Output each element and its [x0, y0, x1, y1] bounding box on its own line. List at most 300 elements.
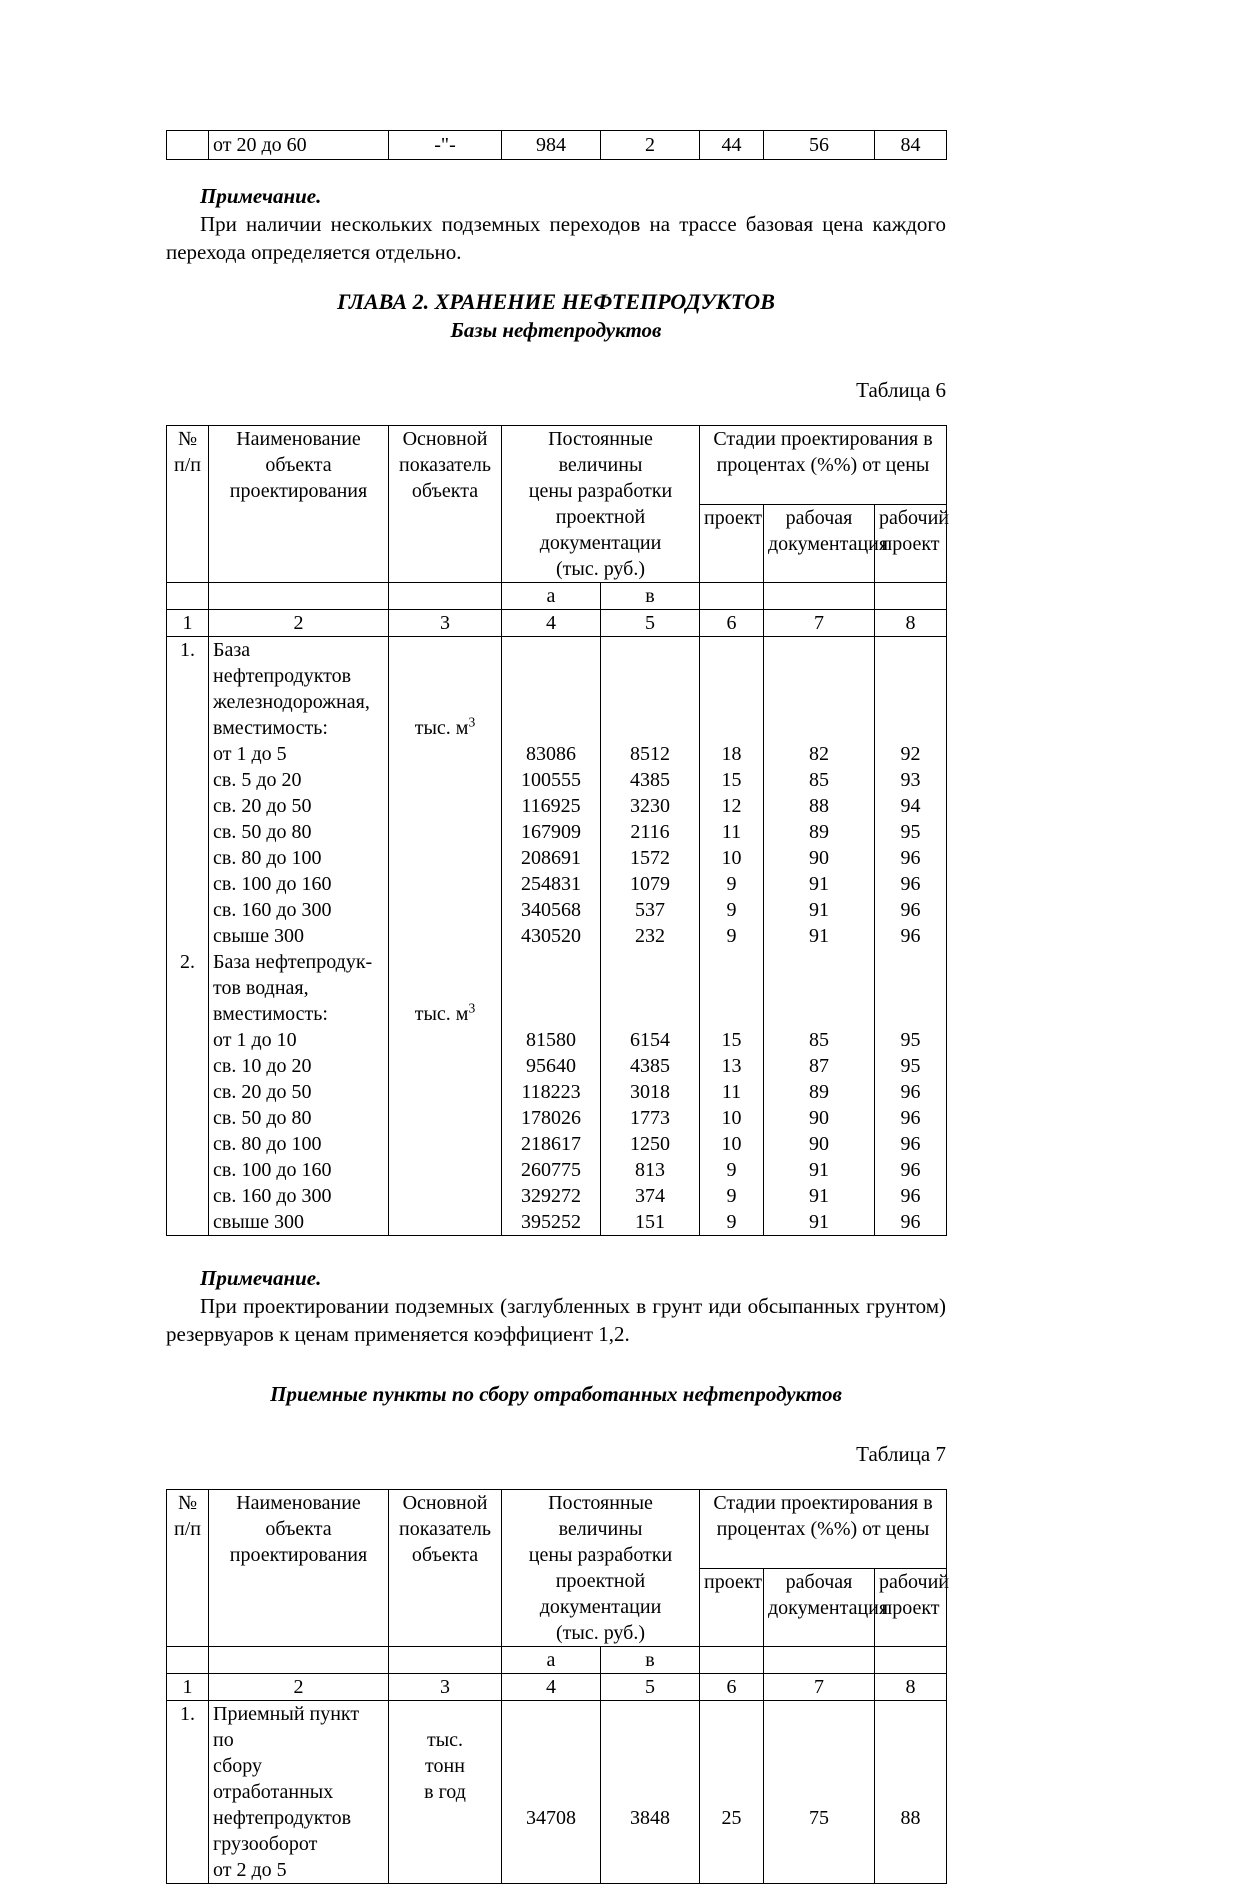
- th-blank-no: [167, 583, 209, 610]
- th7-group-stages: [700, 1490, 947, 1569]
- stage-working-project: 96: [900, 1211, 921, 1234]
- spacer-line: [171, 741, 204, 767]
- th-main-indicator-line3: объекта: [411, 480, 479, 503]
- spacer-line: [393, 1183, 497, 1209]
- price-v: 374: [635, 1185, 665, 1208]
- th-stage-working-project-line1: рабочий: [879, 506, 949, 529]
- stage-project: 10: [721, 1107, 742, 1130]
- table-7: [166, 1489, 947, 1884]
- stage-working-project: 92: [900, 743, 921, 766]
- spacer-line: [393, 949, 497, 975]
- spacer-line: [605, 1727, 695, 1753]
- colnum-4: 4: [502, 610, 601, 637]
- stage-working-doc: 91: [809, 1211, 829, 1234]
- price-a: 100555: [521, 769, 581, 792]
- group-title-line-2: сбору отработанных: [213, 1755, 334, 1804]
- chapter-subtitle: Базы нефтепродуктов: [450, 318, 662, 343]
- unit-label: тыс. $м^3$: [414, 1000, 476, 1026]
- frag-cell-indicator: -"-: [389, 131, 502, 160]
- stage-working-project: 96: [900, 847, 921, 870]
- th-stage-working-project: [875, 504, 947, 583]
- stage-working-project: 96: [900, 899, 921, 922]
- spacer-line: [879, 1001, 942, 1027]
- th-blank-working-project: [875, 583, 947, 610]
- stage-working-doc: 85: [809, 769, 829, 792]
- stage-project: 10: [721, 847, 742, 870]
- spacer-line: [704, 1001, 759, 1027]
- price-v: 1079: [630, 873, 670, 896]
- unit-label: тыс. $м^3$: [414, 714, 476, 740]
- price-v: 3848: [630, 1807, 670, 1830]
- colnum-8: 8: [875, 610, 947, 637]
- price-v: 537: [635, 899, 665, 922]
- spacer-line: [393, 793, 497, 819]
- th7-main-indicator-line3: объекта: [411, 1544, 479, 1567]
- page-content: [166, 0, 949, 1884]
- th-group-prices-line5: (тыс. руб.): [555, 558, 646, 581]
- th7-stage-project: [700, 1568, 764, 1647]
- section-title-2: Приемные пункты по сбору отработанных нефтепродуктов: [270, 1381, 842, 1406]
- stage-working-doc: 91: [809, 925, 829, 948]
- note-1-label: Примечание.: [200, 184, 322, 208]
- spacer-line: [506, 975, 596, 1001]
- th7-group-prices-line2: цены разработки: [528, 1544, 673, 1567]
- stage-working-doc-stack: [768, 1701, 870, 1831]
- th-group-prices-line3: проектной: [555, 506, 646, 529]
- price-a: 95640: [526, 1055, 576, 1078]
- stage-working-doc: 85: [809, 1029, 829, 1052]
- unit-exponent: 3: [468, 714, 476, 730]
- colnum-6: 6: [700, 610, 764, 637]
- price-a: 83086: [526, 743, 576, 766]
- chapter-title: ГЛАВА 2. ХРАНЕНИЕ НЕФТЕПРОДУКТОВ: [337, 289, 775, 315]
- th-blank-indicator: [389, 583, 502, 610]
- spacer-line: [605, 1753, 695, 1779]
- spacer-line: [506, 1753, 596, 1779]
- spacer-line: [605, 975, 695, 1001]
- stage-working-project-stack: [879, 637, 942, 1235]
- stage-working-doc-stack: [768, 637, 870, 1235]
- group-title-line-2: тов водная,: [213, 977, 309, 1000]
- row-name: св. 160 до 300: [213, 899, 332, 922]
- colnum7-2: 2: [209, 1674, 389, 1701]
- unit-line-2: тонн: [425, 1755, 465, 1778]
- td-price-v: [601, 637, 700, 1236]
- stage-project: 9: [726, 899, 737, 922]
- th7-group-prices-line3: проектной: [555, 1570, 646, 1593]
- td-price-a: [502, 637, 601, 1236]
- price-v: 1250: [630, 1133, 670, 1156]
- stage-project: 9: [726, 873, 737, 896]
- price-a: 395252: [521, 1211, 581, 1234]
- spacer-line: [879, 1753, 942, 1779]
- gap: [166, 403, 946, 425]
- stage-working-doc: 91: [809, 1159, 829, 1182]
- th7-group-prices-line5: (тыс. руб.): [555, 1622, 646, 1645]
- stage-working-project: 96: [900, 1107, 921, 1130]
- spacer-line: [879, 1727, 942, 1753]
- spacer-line: [768, 1701, 870, 1727]
- table6-body-row: [167, 637, 947, 1236]
- row-name: св. 50 до 80: [213, 821, 312, 844]
- spacer-line: [879, 975, 942, 1001]
- th7-stage-working-doc-line1: рабочая: [785, 1570, 853, 1593]
- spacer-line: [393, 663, 497, 689]
- th7-blank-indicator: [389, 1647, 502, 1674]
- spacer-line: [171, 689, 204, 715]
- gap: [166, 1467, 946, 1489]
- object-name-stack: [213, 637, 384, 1235]
- stage-working-doc: 88: [809, 795, 829, 818]
- th-stage-working-doc-line2: документация: [768, 532, 889, 555]
- th-main-indicator: [389, 426, 502, 583]
- unit-line-3: в год: [424, 1781, 466, 1804]
- spacer-line: [393, 637, 497, 663]
- th-sub-a: а: [502, 583, 601, 610]
- stage-working-doc: 87: [809, 1055, 829, 1078]
- price-v: 1773: [630, 1107, 670, 1130]
- stage-project-stack: [704, 637, 759, 1235]
- th-object-name-line1: Наименование: [236, 428, 361, 451]
- price-a: 167909: [521, 821, 581, 844]
- colnum7-5: 5: [601, 1674, 700, 1701]
- object-name-stack: [213, 1701, 384, 1883]
- stage-project: 9: [726, 1211, 737, 1234]
- spacer-line: [393, 689, 497, 715]
- th7-blank-no: [167, 1647, 209, 1674]
- spacer-line: [879, 715, 942, 741]
- spacer-line: [171, 845, 204, 871]
- group-title-line-4: грузооборот: [213, 1833, 318, 1856]
- td-group-numbers: [167, 637, 209, 1236]
- spacer-line: [171, 1727, 204, 1753]
- stage-working-project: 95: [900, 1029, 921, 1052]
- spacer-line: [171, 1209, 204, 1235]
- gap: [166, 266, 946, 288]
- unit-stack: [393, 637, 497, 1235]
- group-title-line-4: вместимость:: [213, 717, 328, 740]
- th-stage-working-doc: [764, 504, 889, 583]
- price-a: 218617: [521, 1133, 581, 1156]
- th7-group-prices: [502, 1490, 700, 1647]
- spacer-line: [171, 793, 204, 819]
- spacer-line: [171, 1053, 204, 1079]
- price-v: 4385: [630, 769, 670, 792]
- spacer-line: [879, 1701, 942, 1727]
- table7-header-row-3: [167, 1647, 947, 1674]
- spacer-line: [768, 637, 870, 663]
- spacer-line: [605, 1701, 695, 1727]
- stage-working-project: 96: [900, 1133, 921, 1156]
- th7-main-indicator-line2: показатель: [399, 1518, 491, 1541]
- spacer-line: [704, 949, 759, 975]
- stage-working-doc: 82: [809, 743, 829, 766]
- spacer-line: [704, 1727, 759, 1753]
- stage-project: 12: [721, 795, 742, 818]
- spacer-line: [171, 1779, 204, 1805]
- spacer-line: [506, 949, 596, 975]
- price-a: 340568: [521, 899, 581, 922]
- stage-working-project: 96: [900, 925, 921, 948]
- group-number-stack: [171, 637, 204, 1235]
- th-stage-project-label: проект: [704, 506, 763, 529]
- th7-sub-a: а: [502, 1647, 601, 1674]
- frag-cell-a: 984: [502, 131, 601, 160]
- th7-blank-working-project: [875, 1647, 947, 1674]
- table-6: [166, 425, 947, 1236]
- row-name: от 1 до 10: [213, 1029, 297, 1052]
- row-name: св. 50 до 80: [213, 1107, 312, 1130]
- spacer-line: [879, 949, 942, 975]
- gap: [166, 344, 946, 378]
- spacer-line: [605, 1001, 695, 1027]
- gap: [166, 1349, 946, 1381]
- th7-stage-project-label: проект: [704, 1570, 763, 1593]
- table6-header-row-1: [167, 426, 947, 505]
- spacer-line: [768, 715, 870, 741]
- group-number: 1.: [180, 639, 195, 662]
- th7-group-prices-line1: Постоянные величины: [548, 1492, 653, 1541]
- th7-no-line1: №: [177, 1492, 198, 1515]
- stage-project: 25: [721, 1807, 742, 1830]
- stage-working-project: 96: [900, 1081, 921, 1104]
- th7-object-name-line1: Наименование: [236, 1492, 361, 1515]
- group-title-line-1: База: [213, 639, 251, 662]
- spacer-line: [506, 1701, 596, 1727]
- frag-cell-name: от 20 до 60: [209, 131, 389, 160]
- price-v: 813: [635, 1159, 665, 1182]
- price-v: 232: [635, 925, 665, 948]
- spacer-line: [879, 663, 942, 689]
- th7-group-stages-line1: Стадии проектирования в: [713, 1492, 933, 1515]
- stage-working-doc: 90: [809, 847, 829, 870]
- price-v-stack: [605, 637, 695, 1235]
- stage-working-doc: 91: [809, 1185, 829, 1208]
- row-name: св. 160 до 300: [213, 1185, 332, 1208]
- th-stage-project: [700, 504, 764, 583]
- frag-cell-v: 2: [601, 131, 700, 160]
- stage-project: 15: [721, 1029, 742, 1052]
- colnum-7: 7: [764, 610, 875, 637]
- row-name: от 1 до 5: [213, 743, 287, 766]
- table-row: [167, 131, 947, 160]
- td7-stage-working-project: [875, 1701, 947, 1884]
- spacer-line: [704, 1779, 759, 1805]
- spacer-line: [605, 663, 695, 689]
- stage-project: 13: [721, 1055, 742, 1078]
- table6-caption: Таблица 6: [856, 378, 946, 403]
- th-no-line1: №: [177, 428, 198, 451]
- spacer-line: [605, 1779, 695, 1805]
- spacer-line: [393, 1053, 497, 1079]
- spacer-line: [171, 975, 204, 1001]
- th-stage-working-doc-line1: рабочая: [785, 506, 853, 529]
- price-a: 116925: [521, 795, 581, 818]
- spacer-line: [171, 871, 204, 897]
- spacer-line: [704, 1701, 759, 1727]
- th7-blank-object: [209, 1647, 389, 1674]
- spacer-line: [171, 715, 204, 741]
- price-v: 151: [635, 1211, 665, 1234]
- spacer-line: [393, 767, 497, 793]
- th7-object-name-line3: проектирования: [229, 1544, 368, 1567]
- stage-working-doc: 90: [809, 1107, 829, 1130]
- th7-main-indicator-line1: Основной: [402, 1492, 488, 1515]
- td7-stage-working-doc: [764, 1701, 875, 1884]
- price-a: 254831: [521, 873, 581, 896]
- spacer-line: [704, 689, 759, 715]
- th7-main-indicator: [389, 1490, 502, 1647]
- stage-working-doc: 90: [809, 1133, 829, 1156]
- spacer-line: [768, 1001, 870, 1027]
- th7-blank-working-doc: [764, 1647, 875, 1674]
- spacer-line: [393, 1027, 497, 1053]
- spacer-line: [605, 715, 695, 741]
- row-name: св. 20 до 50: [213, 1081, 312, 1104]
- spacer-line: [879, 1779, 942, 1805]
- td7-price-a: [502, 1701, 601, 1884]
- row-name: св. 10 до 20: [213, 1055, 312, 1078]
- price-v: 1572: [630, 847, 670, 870]
- spacer-line: [768, 663, 870, 689]
- td7-group-numbers: [167, 1701, 209, 1884]
- spacer-line: [768, 975, 870, 1001]
- spacer-line: [768, 1779, 870, 1805]
- row-name: свыше 300: [213, 1211, 305, 1234]
- group-title-line-1: База нефтепродук-: [213, 951, 373, 974]
- th7-stage-working-doc: [764, 1568, 889, 1647]
- td-stage-working-doc: [764, 637, 875, 1236]
- td-stage-project: [700, 637, 764, 1236]
- table7-caption: Таблица 7: [856, 1442, 946, 1467]
- note-2-text: При проектировании подземных (заглубленных в грунт иди обсыпанных грунтом) резервуаров к ценам применяется коэффициент 1,2.: [166, 1294, 946, 1347]
- price-v: 3230: [630, 795, 670, 818]
- spacer-line: [393, 741, 497, 767]
- spacer-line: [506, 689, 596, 715]
- colnum7-8: 8: [875, 1674, 947, 1701]
- td-units: [389, 637, 502, 1236]
- price-a: 81580: [526, 1029, 576, 1052]
- group-title-line-3: вместимость:: [213, 1003, 328, 1026]
- row-name: св. 20 до 50: [213, 795, 312, 818]
- spacer-line: [393, 1157, 497, 1183]
- spacer-line: [768, 689, 870, 715]
- gap: [166, 1236, 946, 1266]
- th-main-indicator-line2: показатель: [399, 454, 491, 477]
- spacer-line: [605, 637, 695, 663]
- th-sub-v: в: [601, 583, 700, 610]
- colnum-3: 3: [389, 610, 502, 637]
- spacer-line: [393, 1701, 497, 1727]
- unit-line-1: тыс.: [426, 1729, 464, 1752]
- price-a-stack: [506, 1701, 596, 1831]
- stage-project: 18: [721, 743, 742, 766]
- spacer-line: [393, 923, 497, 949]
- spacer-line: [171, 1027, 204, 1053]
- td7-units: [389, 1701, 502, 1884]
- th-blank-object: [209, 583, 389, 610]
- gap: [166, 1408, 946, 1442]
- colnum7-4: 4: [502, 1674, 601, 1701]
- colnum-5: 5: [601, 610, 700, 637]
- stage-project: 15: [721, 769, 742, 792]
- note-2-label: Примечание.: [200, 1266, 322, 1291]
- th-no-line2: п/п: [174, 454, 201, 477]
- td-stage-working-project: [875, 637, 947, 1236]
- price-v: 6154: [630, 1029, 670, 1052]
- th-group-prices-line1: Постоянные величины: [548, 428, 653, 477]
- spacer-line: [171, 923, 204, 949]
- th7-stage-working-doc-line2: документация: [768, 1596, 889, 1619]
- stage-project: 9: [726, 1185, 737, 1208]
- row-name: св. 5 до 20: [213, 769, 302, 792]
- stage-working-doc: 89: [809, 1081, 829, 1104]
- td7-price-v: [601, 1701, 700, 1884]
- th-group-stages-line1: Стадии проектирования в: [713, 428, 933, 451]
- th7-sub-v: в: [601, 1647, 700, 1674]
- row-name: св. 100 до 160: [213, 873, 332, 896]
- frag-cell-no: [167, 131, 209, 160]
- price-a: 208691: [521, 847, 581, 870]
- note-1-text: При наличии нескольких подземных переходов на трассе базовая цена каждого перехода определяется отдельно.: [166, 212, 946, 264]
- stage-working-doc: 91: [809, 899, 829, 922]
- spacer-line: [506, 715, 596, 741]
- th-object-name-line2: объекта: [265, 454, 332, 477]
- stage-working-project: 95: [900, 821, 921, 844]
- stage-working-doc: 75: [809, 1807, 829, 1830]
- spacer-line: [393, 1131, 497, 1157]
- price-v: 2116: [630, 821, 670, 844]
- group-title-line-2: нефтепродуктов: [213, 665, 352, 688]
- spacer-line: [506, 637, 596, 663]
- th7-object-name: [209, 1490, 389, 1647]
- spacer-line: [704, 975, 759, 1001]
- spacer-line: [171, 1105, 204, 1131]
- colnum7-7: 7: [764, 1674, 875, 1701]
- spacer-line: [393, 897, 497, 923]
- stage-working-project: 88: [900, 1807, 921, 1830]
- table7-body-row: [167, 1701, 947, 1884]
- spacer-line: [393, 1105, 497, 1131]
- group-title-line-1: Приемный пункт по: [213, 1703, 360, 1752]
- spacer-line: [768, 1727, 870, 1753]
- stage-working-project: 96: [900, 1159, 921, 1182]
- th-group-stages-line2: процентах (%%) от цены: [716, 454, 930, 477]
- continuation-table: [166, 130, 947, 160]
- colnum7-3: 3: [389, 1674, 502, 1701]
- spacer-line: [171, 897, 204, 923]
- spacer-line: [393, 1805, 497, 1831]
- th7-stage-working-project-line1: рабочий: [879, 1570, 949, 1593]
- colnum-1: 1: [167, 610, 209, 637]
- frag-cell-working-doc: 56: [764, 131, 875, 160]
- spacer-line: [171, 663, 204, 689]
- spacer-line: [393, 871, 497, 897]
- th7-stage-working-project: [875, 1568, 947, 1647]
- spacer-line: [879, 637, 942, 663]
- price-a: 260775: [521, 1159, 581, 1182]
- stage-project: 11: [721, 821, 742, 844]
- spacer-line: [393, 1079, 497, 1105]
- price-v-stack: [605, 1701, 695, 1831]
- spacer-line: [393, 1209, 497, 1235]
- stage-project: 11: [721, 1081, 742, 1104]
- frag-cell-project: 44: [700, 131, 764, 160]
- th-stage-working-project-line2: проект: [881, 532, 940, 555]
- spacer-line: [171, 1183, 204, 1209]
- stage-working-project-stack: [879, 1701, 942, 1831]
- row-name: св. 80 до 100: [213, 847, 322, 870]
